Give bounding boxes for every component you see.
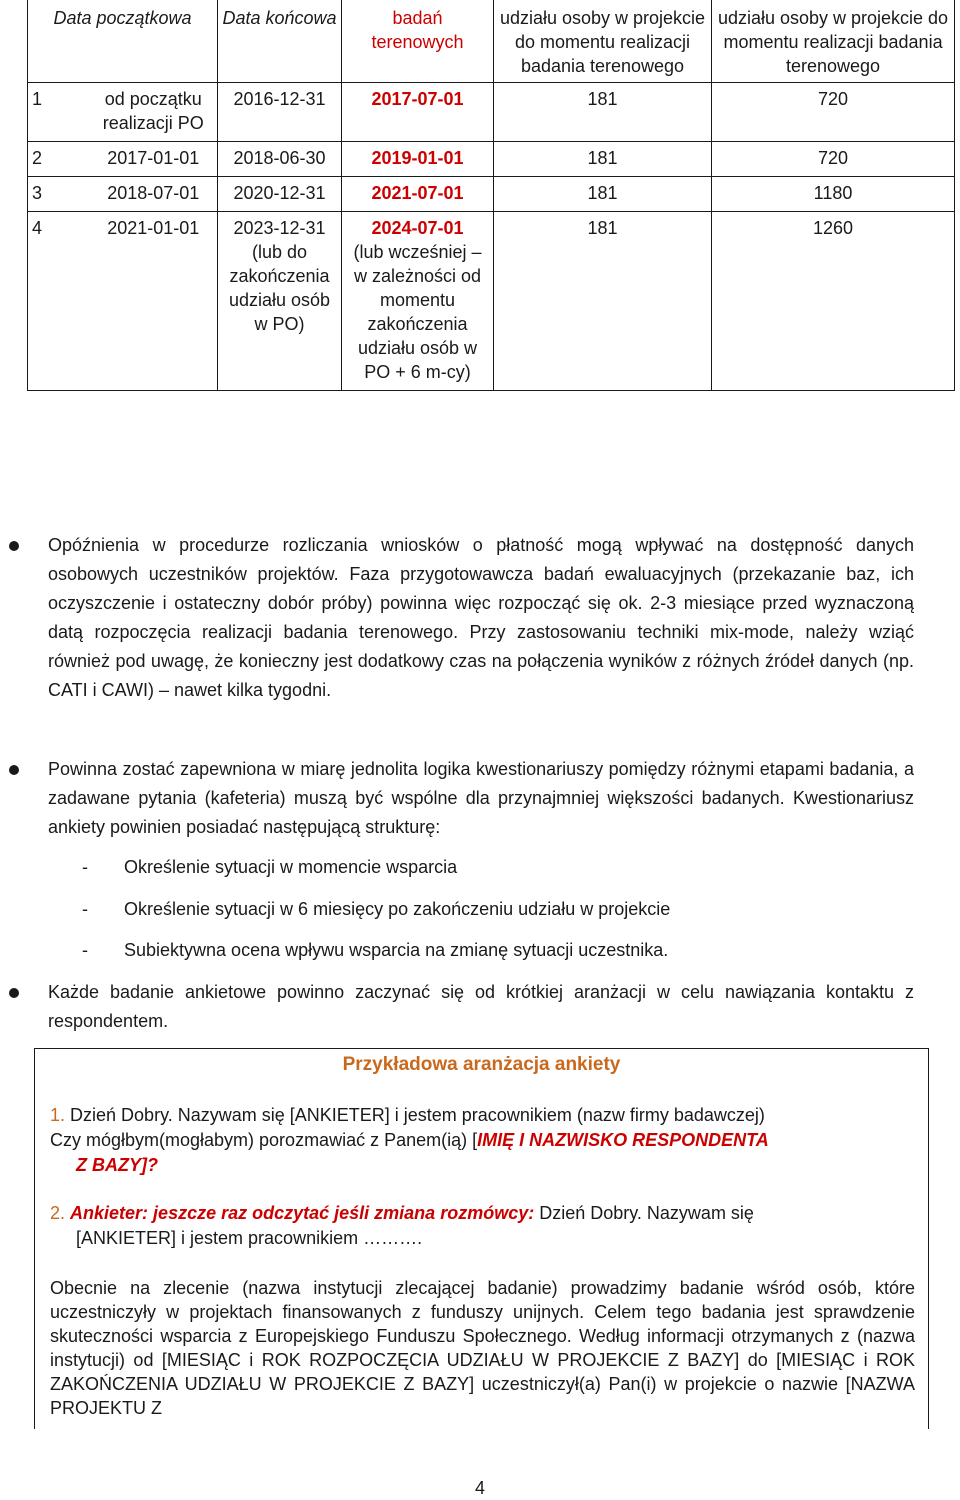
row-start-date: 2021-01-01 xyxy=(90,212,218,391)
row-end-date: 2020-12-31 xyxy=(218,177,342,212)
row-field-date: 2017-07-01 xyxy=(342,83,494,142)
bullet-icon xyxy=(9,541,19,551)
row-max-days: 720 xyxy=(712,142,955,177)
row-field-date: 2021-07-01 xyxy=(342,177,494,212)
header-field-date: badań terenowych xyxy=(342,0,494,83)
row-min-days: 181 xyxy=(494,83,712,142)
box-item-2: 2. Ankieter: jeszcze raz odczytać jeśli zmiana rozmówcy: Dzień Dobry. Nazywam się xyxy=(50,1203,754,1223)
box-item-1-line-2: Czy mógłbym(mogłabym) porozmawiać z Panem(ią) [IMIĘ I NAZWISKO RESPONDENTA xyxy=(50,1130,769,1150)
row-min-days: 181 xyxy=(494,177,712,212)
row-field-date: 2019-01-01 xyxy=(342,142,494,177)
schedule-table xyxy=(27,0,955,391)
row-min-days: 181 xyxy=(494,212,712,391)
table-row xyxy=(28,212,955,391)
box-item-1-line-3: Z BAZY]? xyxy=(76,1155,158,1175)
row-start-date: 2018-07-01 xyxy=(90,177,218,212)
list-item: - Określenie sytuacji w 6 miesięcy po zakończeniu udziału w projekcie xyxy=(82,899,671,919)
list-item: - Określenie sytuacji w momencie wsparcia xyxy=(82,857,458,877)
header-max-days: udziału osoby w projekcie do momentu realizacji badania terenowego xyxy=(712,0,955,83)
row-end-date: 2018-06-30 xyxy=(218,142,342,177)
row-field-date: 2024-07-01 (lub wcześniej – w zależności od momentu zakończenia udziału osób w PO + 6 m-cy) xyxy=(342,212,494,391)
row-start-date: od początku realizacji PO xyxy=(90,83,218,142)
bullet-icon xyxy=(9,988,19,998)
row-number: 2 xyxy=(28,142,90,177)
row-max-days: 1260 xyxy=(712,212,955,391)
paragraph-questionnaire: Powinna zostać zapewniona w miarę jednolita logika kwestionariuszy pomiędzy różnymi etapami badania, a zadawane pytania (kafeteria) muszą być wspólne dla przynajmniej większości badanych. Kwestionariusz ankiety powinien posiadać następującą strukturę: xyxy=(48,759,914,837)
table-row xyxy=(28,83,955,142)
row-number: 3 xyxy=(28,177,90,212)
header-start-date: Data początkowa xyxy=(28,0,218,83)
dash-icon: - xyxy=(82,940,88,960)
header-min-days: udziału osoby w projekcie do momentu realizacji badania terenowego xyxy=(494,0,712,83)
list-item: - Subiektywna ocena wpływu wsparcia na zmianę sytuacji uczestnika. xyxy=(82,940,669,960)
dash-icon: - xyxy=(82,899,88,919)
row-end-date: 2016-12-31 xyxy=(218,83,342,142)
row-max-days: 1180 xyxy=(712,177,955,212)
box-paragraph: Obecnie na zlecenie (nazwa instytucji zlecającej badanie) prowadzimy badanie wśród osób, które uczestniczyły w projektach finansowanych z funduszy unijnych. Celem tego badania jest sprawdzenie skuteczności wsparcia z Europejskiego Funduszu Społecznego. Według informacji otrzymanych z (nazwa instytucji) od [MIESIĄC i ROK ROZPOCZĘCIA UDZIAŁU W PROJEKCIE Z BAZY] do [MIESIĄC i ROK ZAKOŃCZENIA UDZIAŁU W PROJEKCIE Z BAZY] uczestniczył(a) Pan(i) w projekcie o nazwie [NAZWA PROJEKTU Z xyxy=(50,1278,915,1418)
row-start-date: 2017-01-01 xyxy=(90,142,218,177)
example-arrangement-box xyxy=(34,1048,929,1429)
paragraph-delays: Opóźnienia w procedurze rozliczania wniosków o płatność mogą wpływać na dostępność danych osobowych uczestników projektów. Faza przygotowawcza badań ewaluacyjnych (przekazanie baz, ich oczyszczenie i ostateczny dobór próby) powinna więc rozpocząć się ok. 2-3 miesiące przed wyznaczoną datą rozpoczęcia realizacji badania terenowego. Przy zastosowaniu techniki mix-mode, należy wziąć również pod uwagę, że konieczny jest dodatkowy czas na połączenia wyników z różnych źródeł danych (np. CATI i CAWI) – nawet kilka tygodni. xyxy=(48,535,914,700)
table-row xyxy=(28,142,955,177)
table-row xyxy=(28,177,955,212)
header-end-date: Data końcowa xyxy=(218,0,342,83)
box-item-2-line-2: [ANKIETER] i jestem pracownikiem ………. xyxy=(76,1228,423,1248)
bullet-icon xyxy=(9,765,19,775)
box-title: Przykładowa aranżacja ankiety xyxy=(342,1054,621,1075)
row-number: 1 xyxy=(28,83,90,142)
row-field-note: (lub wcześniej – w zależności od momentu zakończenia udziału osób w PO + 6 m-cy) xyxy=(353,242,482,382)
dash-icon: - xyxy=(82,857,88,877)
row-min-days: 181 xyxy=(494,142,712,177)
page-number: 4 xyxy=(474,1478,485,1498)
box-item-1: 1. Dzień Dobry. Nazywam się [ANKIETER] i jestem pracownikiem (nazw firmy badawczej) xyxy=(50,1105,765,1125)
row-number: 4 xyxy=(28,212,90,391)
paragraph-arrangement: Każde badanie ankietowe powinno zaczynać się od krótkiej aranżacji w celu nawiązania kontaktu z respondentem. xyxy=(48,982,914,1031)
row-max-days: 720 xyxy=(712,83,955,142)
table-header-row xyxy=(28,0,955,83)
row-end-date: 2023-12-31 (lub do zakończenia udziału osób w PO) xyxy=(218,212,342,391)
